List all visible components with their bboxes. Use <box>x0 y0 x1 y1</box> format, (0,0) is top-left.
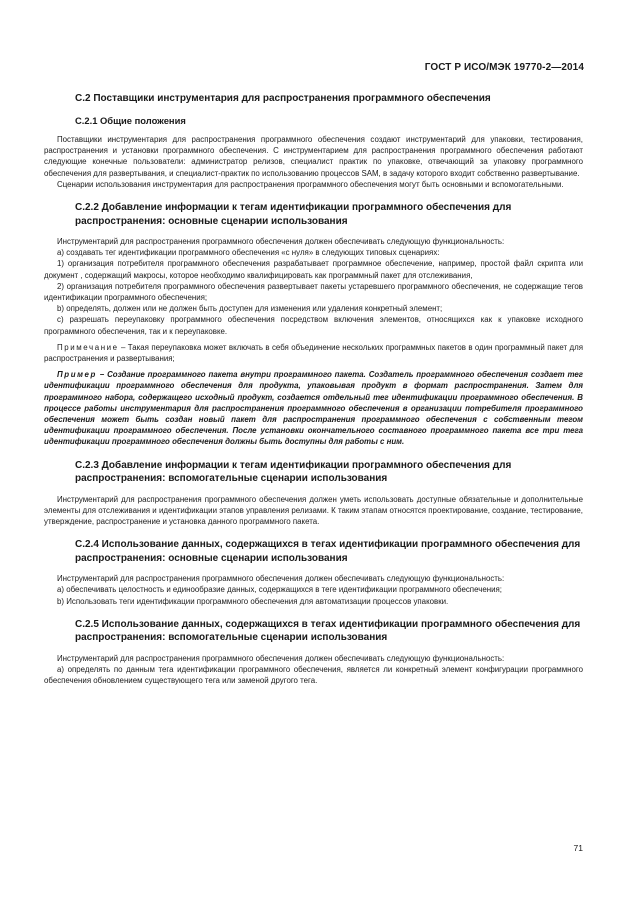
paragraph: Инструментарий для распространения программного обеспечения должен уметь использовать доступные обязательные и дополнительные элементы для отслеживания и идентификации этапов управления релизами. К таким этапам относятся проектирование, создание, тестирование, утверждение, распространение и установка данного программного пакета. <box>44 494 583 527</box>
section-title: С.2 Поставщики инструментария для распространения программного обеспечения <box>75 93 491 104</box>
main-content <box>44 92 583 687</box>
list-item: а) создавать тег идентификации программного обеспечения «с нуля» в следующих типовых сценариях: <box>57 248 440 258</box>
paragraph: Инструментарий для распространения программного обеспечения должен обеспечивать следующую функциональность: <box>57 653 505 663</box>
subsection-title-c21: С.2.1 Общие положения <box>75 115 186 126</box>
standard-header: ГОСТ Р ИСО/МЭК 19770-2—2014 <box>424 62 584 73</box>
list-item: а) обеспечивать целостность и единообразие данных, содержащихся в теге идентификации программного обеспечения; <box>57 585 502 595</box>
note-label: Примечание <box>57 342 119 352</box>
list-item: 1) организация потребителя программного обеспечения разрабатывает программное обеспечение, например, простой файл скрипта или документ , содержащий макросы, которое необходимо квалифицировать как программный пакет для отслеживания, <box>44 259 583 280</box>
page-number: 71 <box>573 843 583 853</box>
example-text: – Создание программного пакета внутри программного пакета. Создатель программного обеспечения создает тег идентификации программного обеспечения для продукта, упаковывая продукт в формат распространения. Затем для программного набора, содержащего исходный продукт, создается отдельный тег идентификации программного обеспечения. В процессе работы инструментария для распространения программного обеспечения в организации потребителя программного обеспечения может быть создан новый пакет для распространения программного обеспечения с собственным тегом идентификации программного обеспечения. После установки окончательного составного программного пакета все три тега идентификации программного обеспечения должны быть доступны для работы с ним. <box>44 370 583 447</box>
paragraph: Инструментарий для распространения программного обеспечения должен обеспечивать следующую функциональность: <box>57 237 505 247</box>
paragraph: Поставщики инструментария для распространения программного обеспечения создают инструментарий для упаковки, тестирования, распространения и установки программного обеспечения. С инструментарием для распространения программного обеспечения работают следующие конечные пользователи: администратор релизов, специалист практик по упаковке, отвечающий за упаковку программного обеспечения для развертывания, и специалист-практик по использованию процессов SAM, в задачу которого входит собственно развертывание. <box>44 135 583 178</box>
subsection-title-c25: С.2.5 Использование данных, содержащихся в тегах идентификации программного обеспечения для распространения: вспомогательные сценарии использования <box>75 618 581 644</box>
note <box>44 342 583 364</box>
subsection-title-c22: С.2.2 Добавление информации к тегам идентификации программного обеспечения для распространения: основные сценарии использования <box>75 202 512 227</box>
list-item: 2) организация потребителя программного обеспечения развертывает пакеты устаревшего программного обеспечения, не содержащие тегов идентификации программного обеспечения; <box>44 281 583 303</box>
list-item: b) определять, должен или не должен быть доступен для изменения или удаления конкретный элемент; <box>57 304 443 314</box>
list-item: с) разрешать переупаковку программного обеспечения посредством включения элементов, относящихся как к упаковке исходного программного обеспечения, так и к переупаковке. <box>44 315 583 336</box>
list-item: b) Использовать теги идентификации программного обеспечения для автоматизации процессов упаковки. <box>57 596 449 606</box>
subsection-title-c24: С.2.4 Использование данных, содержащихся в тегах идентификации программного обеспечения для распространения: основные сценарии использования <box>75 539 581 564</box>
paragraph: Сценарии использования инструментария для распространения программного обеспечения могут быть основными и вспомогательными. <box>57 179 564 189</box>
example <box>44 369 583 447</box>
list-item: а) определять по данным тега идентификации программного обеспечения, является ли конкретный элемент конфигурации программного обеспечения обновлением существующего тега или заменой другого тега. <box>44 665 583 686</box>
subsection-title-c23: С.2.3 Добавление информации к тегам идентификации программного обеспечения для распространения: вспомогательные сценарии использования <box>75 459 512 485</box>
paragraph: Инструментарий для распространения программного обеспечения должен обеспечивать следующую функциональность: <box>57 574 505 584</box>
example-label: Пример <box>57 370 97 380</box>
note-text: – Такая переупаковка может включать в себя объединение нескольких программных пакетов в один программный пакет для распространения и развертывания; <box>44 342 583 364</box>
